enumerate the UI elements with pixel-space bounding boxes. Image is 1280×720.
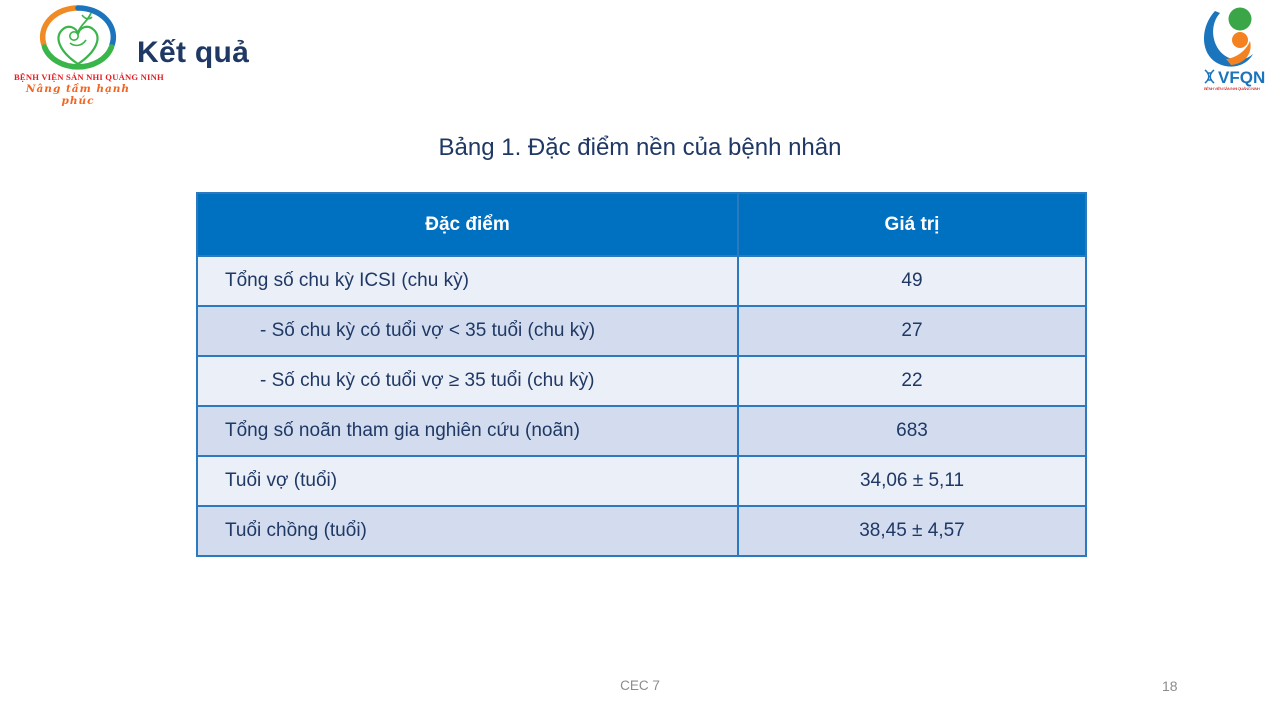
row-value: 49 <box>738 256 1086 306</box>
patient-characteristics-table <box>196 192 1087 557</box>
row-label: Tổng số noãn tham gia nghiên cứu (noãn) <box>197 406 738 456</box>
table-row <box>197 306 1086 356</box>
row-value: 38,45 ± 4,57 <box>738 506 1086 556</box>
table-caption: Bảng 1. Đặc điểm nền của bệnh nhân <box>438 134 842 161</box>
mother-child-heart-icon <box>30 3 126 73</box>
table-row <box>197 256 1086 306</box>
row-label: Tuổi chồng (tuổi) <box>197 506 738 556</box>
table-row <box>197 456 1086 506</box>
page-number: 18 <box>1162 678 1178 694</box>
hospital-name-text: BỆNH VIỆN SẢN NHI QUẢNG NINH <box>14 72 164 82</box>
table-row <box>197 356 1086 406</box>
row-label: Tổng số chu kỳ ICSI (chu kỳ) <box>197 256 738 306</box>
page-title: Kết quả <box>137 36 250 69</box>
column-header-value: Giá trị <box>738 193 1086 256</box>
column-header-characteristic: Đặc điểm <box>197 193 738 256</box>
row-value: 683 <box>738 406 1086 456</box>
table-row <box>197 506 1086 556</box>
row-value: 34,06 ± 5,11 <box>738 456 1086 506</box>
row-value: 22 <box>738 356 1086 406</box>
vfqn-figure-icon <box>1198 6 1266 92</box>
hospital-logo <box>14 3 164 107</box>
row-value: 27 <box>738 306 1086 356</box>
footer-text: CEC 7 <box>620 678 660 693</box>
row-label: Tuổi vợ (tuổi) <box>197 456 738 506</box>
vfqn-subtext: BỆNH VIỆN SẢN NHI QUẢNG NINH <box>1204 86 1260 91</box>
vfqn-acronym-text: VFQN <box>1218 68 1266 87</box>
table-header-row <box>197 193 1086 256</box>
table-row <box>197 406 1086 456</box>
vfqn-logo <box>1196 6 1268 97</box>
row-label: - Số chu kỳ có tuổi vợ ≥ 35 tuổi (chu kỳ) <box>197 356 738 406</box>
row-label: - Số chu kỳ có tuổi vợ < 35 tuổi (chu kỳ) <box>197 306 738 356</box>
hospital-slogan-text: Nâng tầm hạnh phúc <box>25 83 131 107</box>
